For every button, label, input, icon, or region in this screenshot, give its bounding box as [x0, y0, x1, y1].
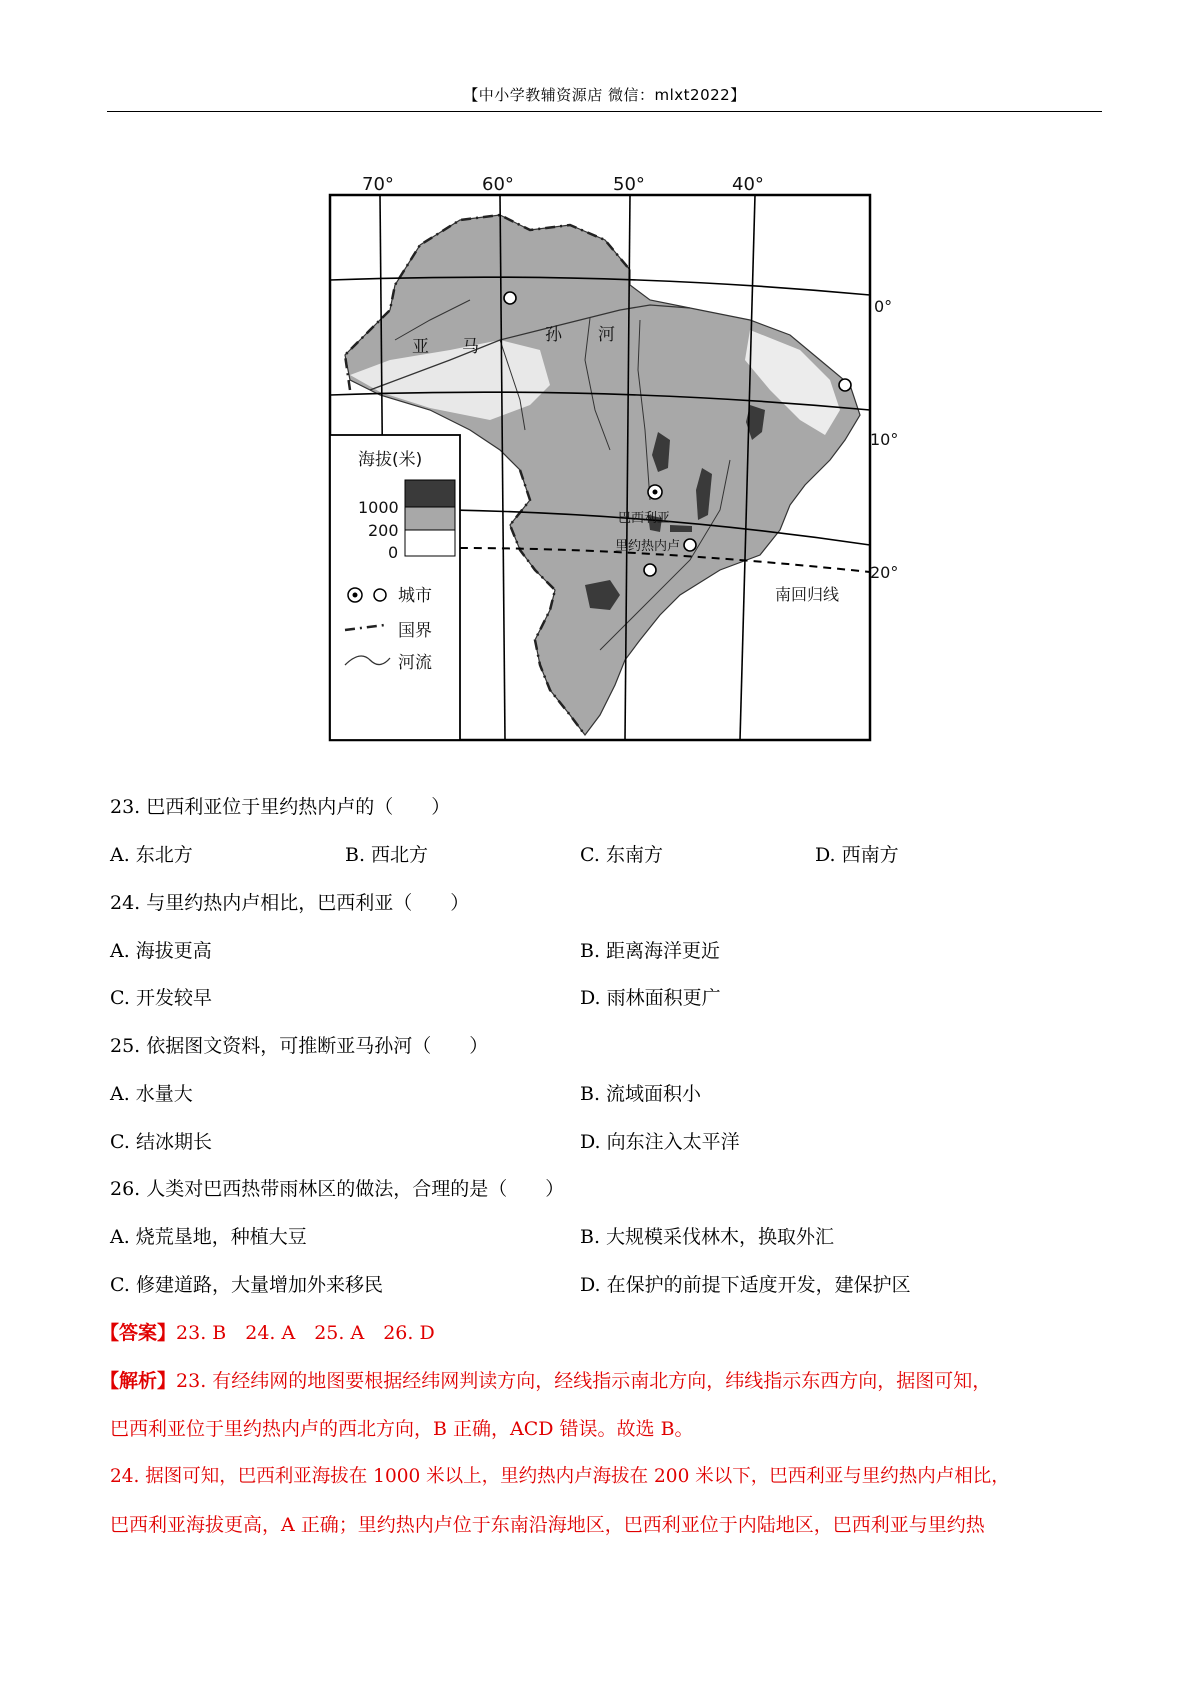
- analysis-line-3: 24. 据图可知，巴西利亚海拔在 1000 米以上，里约热内卢海拔在 200 米以下，巴西利亚与里约热内卢相比，: [110, 1466, 1010, 1487]
- city-marker-salvador: [839, 379, 851, 391]
- q26-option-a: A. 烧荒垦地，种植大豆: [110, 1226, 307, 1248]
- analysis-label: 【解析】: [100, 1370, 177, 1392]
- legend-border-label: 国界: [398, 621, 432, 641]
- answer-text: 23. B 24. A 25. A 26. D: [176, 1322, 435, 1344]
- river-label-2: 马: [462, 337, 479, 357]
- q25-option-d: D. 向东注入太平洋: [580, 1131, 740, 1153]
- highland-patch-5: [670, 525, 692, 532]
- q26-option-b: B. 大规模采伐林木，换取外汇: [580, 1226, 835, 1248]
- legend-level-200: 200: [368, 521, 399, 540]
- q24-option-c: C. 开发较早: [110, 987, 212, 1009]
- legend-level-1000: 1000: [358, 498, 399, 517]
- q23-option-c: C. 东南方: [580, 844, 663, 866]
- q25-option-a: A. 水量大: [110, 1083, 193, 1105]
- legend-swatch-high: [405, 480, 455, 507]
- q24-option-d: D. 雨林面积更广: [580, 987, 721, 1009]
- lat-label-10: 10°: [870, 430, 899, 449]
- lon-label-70: 70°: [362, 174, 394, 195]
- river-label-1: 亚: [412, 337, 429, 357]
- river-label-3: 孙: [545, 325, 562, 345]
- legend-swatch-mid: [405, 507, 455, 530]
- lat-label-20: 20°: [870, 563, 899, 582]
- legend-river-label: 河流: [398, 653, 432, 673]
- q24-option-b: B. 距离海洋更近: [580, 940, 721, 962]
- city-marker-saopaulo: [644, 564, 656, 576]
- city-marker-brasilia-dot: [653, 490, 658, 495]
- q23-option-d: D. 西南方: [815, 844, 899, 866]
- brazil-elevation-map: [320, 170, 900, 745]
- lon-label-50: 50°: [613, 174, 645, 195]
- city-marker-rio: [684, 539, 696, 551]
- q26-stem: 26. 人类对巴西热带雨林区的做法，合理的是（ ）: [110, 1178, 565, 1200]
- analysis-line-2: 巴西利亚位于里约热内卢的西北方向，B 正确，ACD 错误。故选 B。: [110, 1418, 694, 1440]
- answer-label: 【答案】: [100, 1322, 177, 1344]
- header-rule: [107, 111, 1102, 112]
- page-header: 【中小学教辅资源店 微信：mlxt2022】: [463, 86, 746, 104]
- legend-swatch-low: [405, 530, 455, 556]
- q25-stem: 25. 依据图文资料，可推断亚马孙河（ ）: [110, 1035, 489, 1057]
- lon-label-60: 60°: [482, 174, 514, 195]
- q26-option-d: D. 在保护的前提下适度开发，建保护区: [580, 1274, 911, 1296]
- analysis-line-4: 巴西利亚海拔更高，A 正确；里约热内卢位于东南沿海地区，巴西利亚位于内陆地区，巴西利亚与里约热: [110, 1514, 985, 1536]
- legend-city-label: 城市: [398, 586, 432, 606]
- q25-option-b: B. 流域面积小: [580, 1083, 702, 1105]
- city-label-brasilia: 巴西利亚: [618, 511, 671, 526]
- legend-level-0: 0: [388, 543, 399, 562]
- analysis-line-1: [100, 1366, 991, 1393]
- q23-option-b: B. 西北方: [345, 844, 429, 866]
- legend-city-capital-dot: [353, 593, 358, 598]
- q23-option-a: A. 东北方: [110, 844, 193, 866]
- city-marker-manaus: [504, 292, 516, 304]
- brazil-map-figure: [320, 170, 900, 745]
- lat-label-0: 0°: [874, 297, 893, 316]
- legend-title: 海拔(米): [358, 450, 423, 470]
- q24-option-a: A. 海拔更高: [110, 940, 212, 962]
- legend-city-icon: [374, 589, 386, 601]
- answer-line: [100, 1318, 435, 1345]
- river-label-4: 河: [598, 325, 615, 345]
- tropic-label: 南回归线: [775, 585, 840, 604]
- lon-label-40: 40°: [732, 174, 764, 195]
- q26-option-c: C. 修建道路，大量增加外来移民: [110, 1274, 383, 1296]
- city-label-rio: 里约热内卢: [615, 539, 681, 554]
- q25-option-c: C. 结冰期长: [110, 1131, 212, 1153]
- q24-stem: 24. 与里约热内卢相比，巴西利亚（ ）: [110, 892, 470, 914]
- analysis-text-1: 23. 有经纬网的地图要根据经纬网判读方向，经线指示南北方向，纬线指示东西方向，据图可知，: [176, 1370, 992, 1392]
- q23-stem: 23. 巴西利亚位于里约热内卢的（ ）: [110, 796, 451, 818]
